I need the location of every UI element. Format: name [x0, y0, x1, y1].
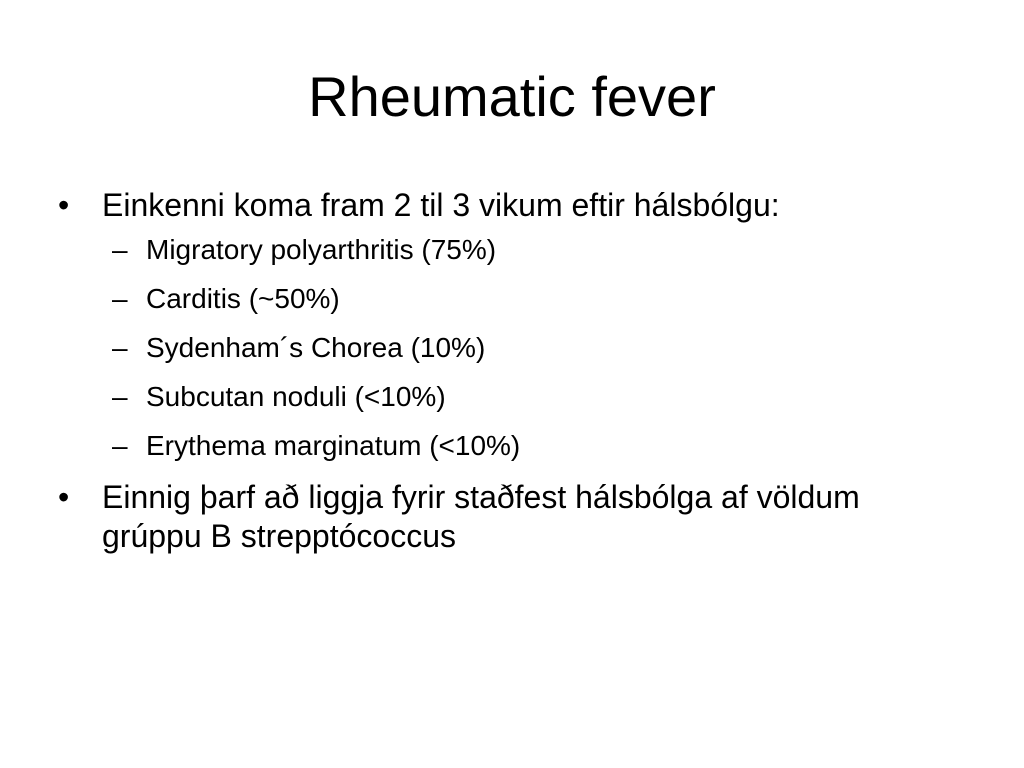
bullet-symptoms [58, 186, 958, 225]
sub-marker: – [112, 283, 128, 314]
bullet-strep-confirmation [58, 478, 958, 556]
sub-marker: – [112, 430, 128, 461]
sub-item-text: Subcutan noduli (<10%) [146, 381, 446, 412]
sub-item-text: Erythema marginatum (<10%) [146, 430, 521, 461]
sub-marker: – [112, 381, 128, 412]
sub-item-text: Carditis (~50%) [146, 283, 340, 314]
sub-item-noduli [58, 380, 958, 414]
bullet-marker: • [58, 187, 70, 223]
sub-item-chorea [58, 331, 958, 365]
sub-list [58, 233, 958, 463]
bullet-marker: • [58, 479, 70, 515]
bullet-text: Einnig þarf að liggja fyrir staðfest hálsbólga af völdum grúppu B strepptócoccus [102, 479, 860, 554]
sub-item-polyarthritis [58, 233, 958, 267]
sub-marker: – [112, 234, 128, 265]
slide-body [58, 186, 958, 556]
slide-title: Rheumatic fever [308, 65, 716, 128]
bullet-text: Einkenni koma fram 2 til 3 vikum eftir hálsbólgu: [102, 187, 780, 223]
sub-marker: – [112, 332, 128, 363]
sub-item-carditis [58, 282, 958, 316]
sub-item-text: Migratory polyarthritis (75%) [146, 234, 497, 265]
sub-item-erythema [58, 429, 958, 463]
sub-item-text: Sydenham´s Chorea (10%) [146, 332, 486, 363]
